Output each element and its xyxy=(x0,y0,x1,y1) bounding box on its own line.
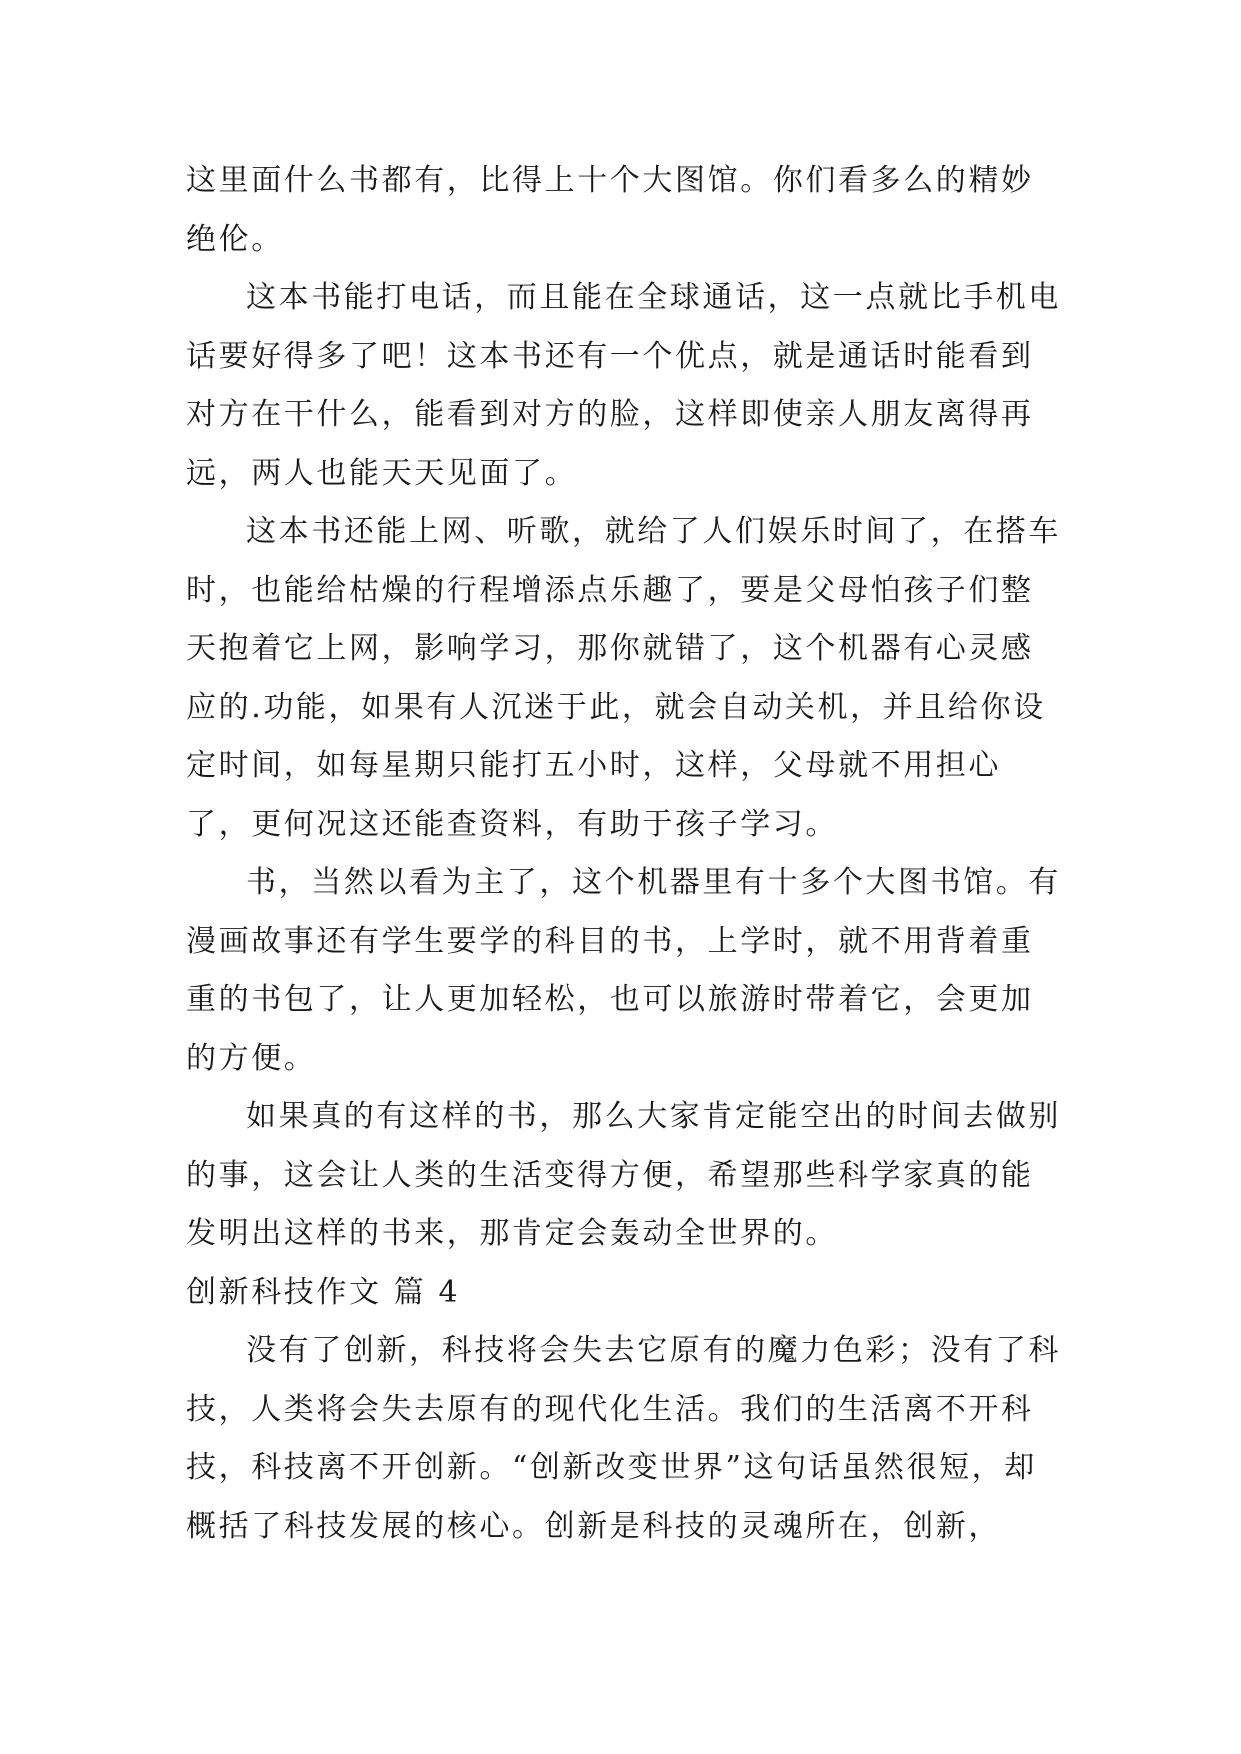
section-title: 创新科技作文 篇 4 xyxy=(186,1274,461,1310)
paragraph-conclusion: 如果真的有这样的书，那么大家肯定能空出的时间去做别的事，这会让人类的生活变得方便，希望那些科学家真的能发明出这样的书来，那肯定会轰动全世界的。 xyxy=(186,1099,1061,1251)
paragraph-innovation-intro: 没有了创新，科技将会失去它原有的魔力色彩；没有了科技，人类将会失去原有的现代化生活。我们的生活离不开科技，科技离不开创新。“创新改变世界”这句话虽然很短，却概括了科技发展的核心。创新是科技的灵魂所在，创新， xyxy=(186,1333,1061,1544)
paragraph-internet-feature: 这本书还能上网、听歌，就给了人们娱乐时间了，在搭车时，也能给枯燥的行程增添点乐趣了，要是父母怕孩子们整天抱着它上网，影响学习，那你就错了，这个机器有心灵感应的.功能，如果有人沉迷于此，就会自动关机，并且给你设定时间，如每星期只能打五小时，这样，父母就不用担心了，更何况这还能查资料，有助于孩子学习。 xyxy=(186,514,1061,842)
paragraph-phone-feature: 这本书能打电话，而且能在全球通话，这一点就比手机电话要好得多了吧！这本书还有一个优点，就是通话时能看到对方在干什么，能看到对方的脸，这样即使亲人朋友离得再远，两人也能天天见面了。 xyxy=(186,280,1061,491)
document-body xyxy=(186,152,1066,1556)
paragraph-reading-feature: 书，当然以看为主了，这个机器里有十多个大图书馆。有漫画故事还有学生要学的科目的书，上学时，就不用背着重重的书包了，让人更加轻松，也可以旅游时带着它，会更加的方便。 xyxy=(186,865,1061,1076)
paragraph-continuation: 这里面什么书都有，比得上十个大图馆。你们看多么的精妙绝伦。 xyxy=(186,163,1034,257)
